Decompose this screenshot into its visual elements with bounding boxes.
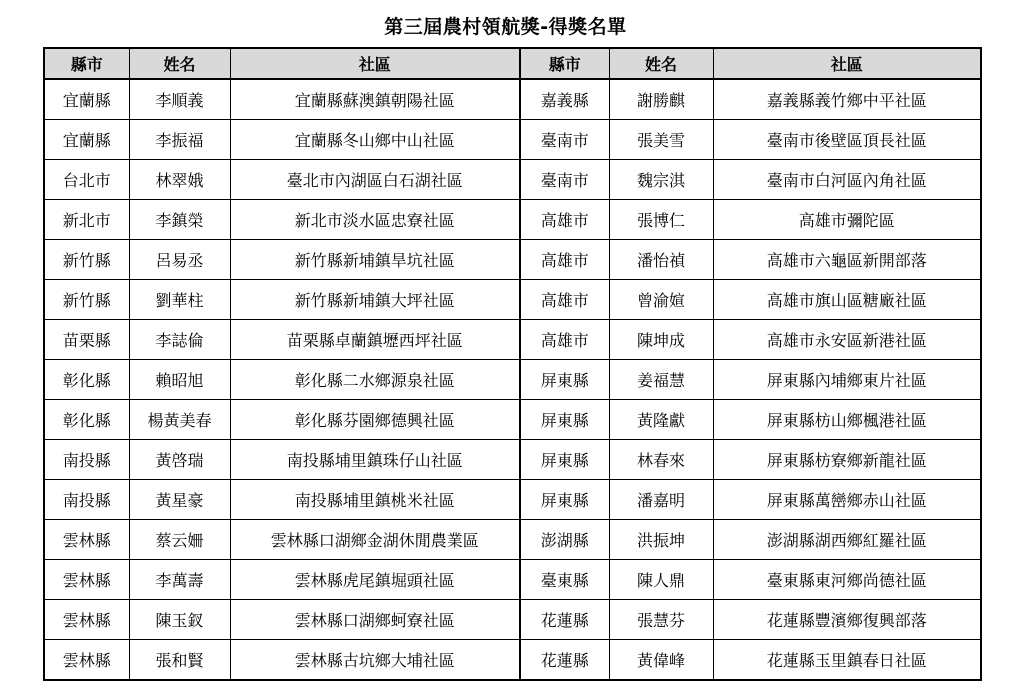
cell-name-left: 賴昭旭 (129, 360, 230, 400)
cell-county-right: 花蓮縣 (520, 640, 609, 681)
cell-community-right: 屏東縣萬巒鄉赤山社區 (713, 480, 981, 520)
cell-county-left: 苗栗縣 (44, 320, 129, 360)
cell-name-right: 魏宗淇 (609, 160, 713, 200)
cell-community-right: 屏東縣枋山鄉楓港社區 (713, 400, 981, 440)
cell-name-left: 李鎮榮 (129, 200, 230, 240)
cell-name-right: 林春來 (609, 440, 713, 480)
table-row (44, 160, 981, 200)
table-row (44, 440, 981, 480)
table-row (44, 240, 981, 280)
cell-name-left: 黃啓瑞 (129, 440, 230, 480)
cell-community-right: 臺南市後壁區頂長社區 (713, 120, 981, 160)
table-row (44, 320, 981, 360)
table-row (44, 360, 981, 400)
cell-name-right: 張美雪 (609, 120, 713, 160)
cell-name-right: 陳坤成 (609, 320, 713, 360)
cell-county-right: 臺南市 (520, 160, 609, 200)
cell-name-right: 謝勝麒 (609, 79, 713, 120)
cell-county-right: 高雄市 (520, 280, 609, 320)
header-community-right: 社區 (713, 48, 981, 79)
cell-county-left: 新竹縣 (44, 240, 129, 280)
cell-community-left: 新北市淡水區忠寮社區 (230, 200, 520, 240)
cell-county-right: 屏東縣 (520, 480, 609, 520)
cell-county-left: 南投縣 (44, 480, 129, 520)
table-row (44, 280, 981, 320)
cell-community-left: 雲林縣口湖鄉金湖休閒農業區 (230, 520, 520, 560)
cell-name-right: 姜福慧 (609, 360, 713, 400)
cell-community-left: 新竹縣新埔鎮大坪社區 (230, 280, 520, 320)
header-name-left: 姓名 (129, 48, 230, 79)
cell-name-left: 張和賢 (129, 640, 230, 681)
cell-county-right: 屏東縣 (520, 400, 609, 440)
table-row (44, 200, 981, 240)
cell-community-right: 屏東縣枋寮鄉新龍社區 (713, 440, 981, 480)
cell-name-left: 李振福 (129, 120, 230, 160)
cell-county-right: 臺南市 (520, 120, 609, 160)
cell-name-right: 張博仁 (609, 200, 713, 240)
cell-name-left: 李萬壽 (129, 560, 230, 600)
cell-community-left: 南投縣埔里鎮桃米社區 (230, 480, 520, 520)
cell-county-left: 雲林縣 (44, 520, 129, 560)
cell-name-left: 李順義 (129, 79, 230, 120)
cell-community-right: 屏東縣內埔鄉東片社區 (713, 360, 981, 400)
header-county-left: 縣市 (44, 48, 129, 79)
cell-name-left: 林翠娥 (129, 160, 230, 200)
cell-county-left: 南投縣 (44, 440, 129, 480)
cell-county-right: 屏東縣 (520, 440, 609, 480)
cell-name-left: 呂易丞 (129, 240, 230, 280)
cell-name-left: 劉華柱 (129, 280, 230, 320)
cell-name-right: 陳人鼎 (609, 560, 713, 600)
cell-county-right: 高雄市 (520, 200, 609, 240)
cell-community-left: 彰化縣芬園鄉德興社區 (230, 400, 520, 440)
cell-name-left: 黃星豪 (129, 480, 230, 520)
table-row (44, 600, 981, 640)
cell-community-left: 宜蘭縣蘇澳鎮朝陽社區 (230, 79, 520, 120)
table-row (44, 520, 981, 560)
table-row (44, 640, 981, 681)
cell-name-right: 洪振坤 (609, 520, 713, 560)
cell-name-right: 黃偉峰 (609, 640, 713, 681)
cell-county-right: 澎湖縣 (520, 520, 609, 560)
cell-community-right: 高雄市六龜區新開部落 (713, 240, 981, 280)
table-row (44, 560, 981, 600)
cell-county-left: 新竹縣 (44, 280, 129, 320)
cell-county-left: 宜蘭縣 (44, 79, 129, 120)
cell-county-left: 新北市 (44, 200, 129, 240)
cell-community-left: 雲林縣古坑鄉大埔社區 (230, 640, 520, 681)
winners-table (43, 47, 982, 681)
cell-community-left: 苗栗縣卓蘭鎮壢西坪社區 (230, 320, 520, 360)
cell-community-right: 高雄市旗山區糖廠社區 (713, 280, 981, 320)
cell-community-left: 雲林縣口湖鄉蚵寮社區 (230, 600, 520, 640)
cell-name-right: 潘怡禎 (609, 240, 713, 280)
cell-community-left: 臺北市內湖區白石湖社區 (230, 160, 520, 200)
cell-county-left: 宜蘭縣 (44, 120, 129, 160)
cell-community-right: 花蓮縣豐濱鄉復興部落 (713, 600, 981, 640)
table-row (44, 480, 981, 520)
cell-county-right: 花蓮縣 (520, 600, 609, 640)
cell-county-left: 彰化縣 (44, 400, 129, 440)
cell-county-right: 屏東縣 (520, 360, 609, 400)
cell-name-left: 蔡云姍 (129, 520, 230, 560)
table-row (44, 79, 981, 120)
table-row (44, 120, 981, 160)
cell-county-left: 彰化縣 (44, 360, 129, 400)
header-county-right: 縣市 (520, 48, 609, 79)
header-name-right: 姓名 (609, 48, 713, 79)
table-row (44, 400, 981, 440)
cell-community-right: 澎湖縣湖西鄉紅羅社區 (713, 520, 981, 560)
winners-table-body (44, 79, 981, 680)
cell-name-right: 潘嘉明 (609, 480, 713, 520)
cell-county-right: 臺東縣 (520, 560, 609, 600)
table-header-row (44, 48, 981, 79)
cell-community-right: 高雄市彌陀區 (713, 200, 981, 240)
cell-name-left: 楊黃美春 (129, 400, 230, 440)
cell-county-left: 雲林縣 (44, 600, 129, 640)
cell-county-left: 雲林縣 (44, 560, 129, 600)
cell-county-left: 台北市 (44, 160, 129, 200)
header-community-left: 社區 (230, 48, 520, 79)
cell-county-left: 雲林縣 (44, 640, 129, 681)
cell-community-left: 彰化縣二水鄉源泉社區 (230, 360, 520, 400)
document-title: 第三屆農村領航獎-得獎名單 (384, 16, 627, 38)
cell-community-right: 臺南市白河區內角社區 (713, 160, 981, 200)
cell-community-left: 宜蘭縣冬山鄉中山社區 (230, 120, 520, 160)
cell-name-left: 陳玉釵 (129, 600, 230, 640)
cell-name-right: 曾渝媗 (609, 280, 713, 320)
cell-community-right: 臺東縣東河鄉尚德社區 (713, 560, 981, 600)
cell-name-right: 張慧芬 (609, 600, 713, 640)
cell-county-right: 高雄市 (520, 240, 609, 280)
cell-community-left: 新竹縣新埔鎮旱坑社區 (230, 240, 520, 280)
cell-county-right: 高雄市 (520, 320, 609, 360)
cell-county-right: 嘉義縣 (520, 79, 609, 120)
cell-name-left: 李誌倫 (129, 320, 230, 360)
cell-community-left: 南投縣埔里鎮珠仔山社區 (230, 440, 520, 480)
cell-community-right: 嘉義縣義竹鄉中平社區 (713, 79, 981, 120)
cell-name-right: 黃隆獻 (609, 400, 713, 440)
cell-community-right: 高雄市永安區新港社區 (713, 320, 981, 360)
cell-community-left: 雲林縣虎尾鎮堀頭社區 (230, 560, 520, 600)
cell-community-right: 花蓮縣玉里鎮春日社區 (713, 640, 981, 681)
